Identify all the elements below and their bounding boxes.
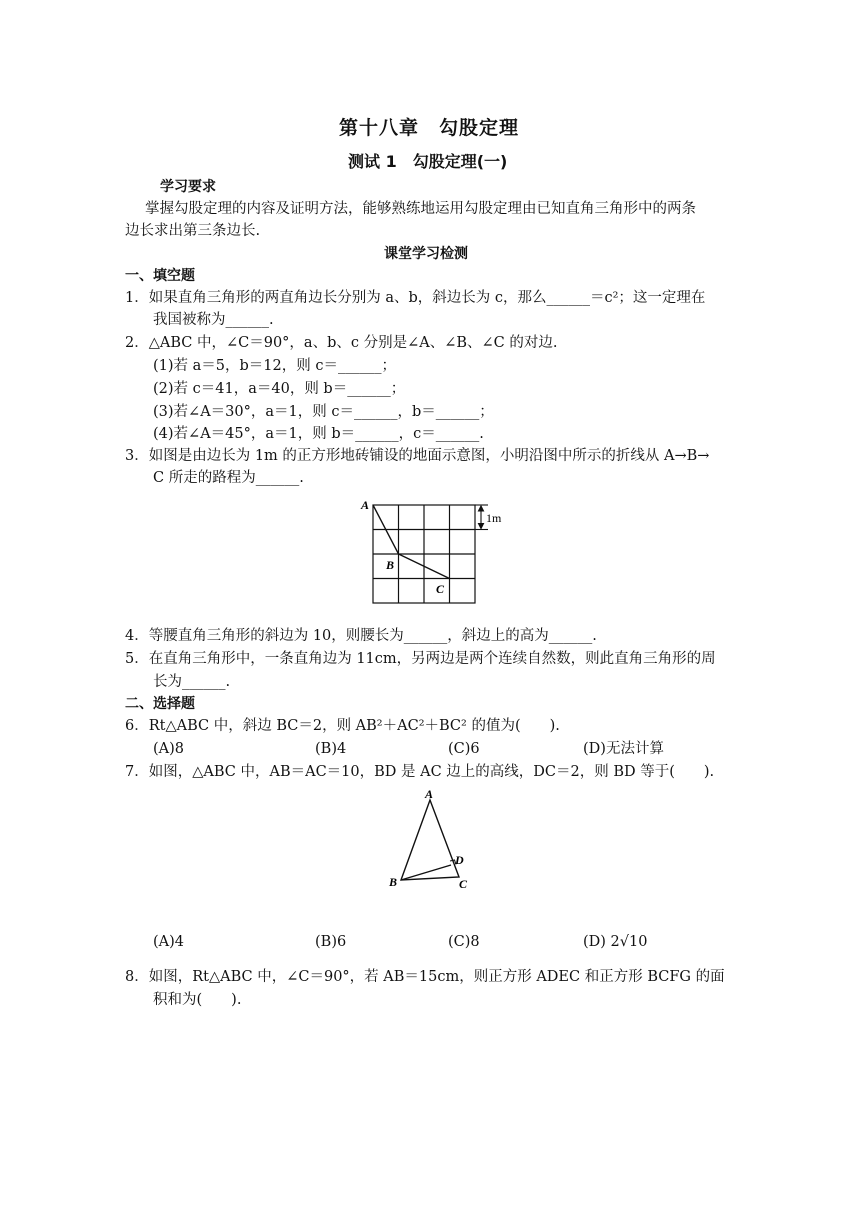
- part2-heading: 二、选择题: [125, 696, 195, 712]
- label-b: B: [389, 875, 398, 889]
- label-a: A: [425, 790, 434, 801]
- q6-option-a: (A)8: [153, 741, 185, 757]
- q6-option-b: (B)4: [315, 741, 347, 757]
- q3-line-1: 3．如图是由边长为 1m 的正方形地砖铺设的地面示意图，小明沿图中所示的折线从 A→B→: [125, 448, 710, 464]
- chapter-title: 第十八章 勾股定理: [339, 117, 520, 139]
- q6-option-d: (D)无法计算: [583, 741, 664, 757]
- triangle-abc: [401, 800, 459, 880]
- unit-label: 1m: [486, 511, 502, 525]
- q4-text: 4．等腰直角三角形的斜边为 10，则腰长为______，斜边上的高为______.: [125, 628, 597, 644]
- q1-line-1: 1．如果直角三角形的两直角边长分别为 a、b，斜边长为 c，那么______＝c²；这一定理在: [125, 290, 706, 306]
- test-title: 测试 1 勾股定理(一): [348, 152, 508, 171]
- label-c: C: [436, 582, 445, 596]
- q2-stem: 2．△ABC 中，∠C＝90°，a、b、c 分别是∠A、∠B、∠C 的对边.: [125, 335, 558, 351]
- q6-option-c: (C)6: [448, 741, 480, 757]
- q8-line-2: 积和为( ).: [153, 992, 242, 1008]
- tile-grid-figure: [355, 495, 515, 610]
- label-c: C: [459, 877, 468, 891]
- q6-stem: 6．Rt△ABC 中，斜边 BC＝2，则 AB²＋AC²＋BC² 的值为( ).: [125, 718, 560, 734]
- q8-line-1: 8．如图，Rt△ABC 中，∠C＝90°，若 AB＝15cm，则正方形 ADEC 和正方形 BCFG 的面: [125, 969, 725, 985]
- q7-option-b: (B)6: [315, 934, 347, 950]
- q7-option-c: (C)8: [448, 934, 480, 950]
- q2-sub-1: (1)若 a＝5，b＝12，则 c＝______；: [153, 358, 396, 374]
- requirements-line-1: 掌握勾股定理的内容及证明方法，能够熟练地运用勾股定理由已知直角三角形中的两条: [145, 201, 696, 217]
- path-a-b-c: [373, 505, 450, 579]
- label-a: A: [361, 498, 370, 512]
- q2-sub-2: (2)若 c＝41，a＝40，则 b＝______；: [153, 381, 406, 397]
- label-d: D: [455, 853, 464, 867]
- q5-line-1: 5．在直角三角形中，一条直角边为 11cm，另两边是两个连续自然数，则此直角三角形的周: [125, 651, 716, 667]
- q7-option-a: (A)4: [153, 934, 185, 950]
- q5-line-2: 长为______.: [153, 674, 231, 690]
- part1-heading: 一、填空题: [125, 268, 195, 284]
- q7-stem: 7．如图，△ABC 中，AB＝AC＝10，BD 是 AC 边上的高线，DC＝2，则 BD 等于( ).: [125, 764, 715, 780]
- q2-sub-3: (3)若∠A＝30°，a＝1，则 c＝______，b＝______；: [153, 404, 494, 420]
- requirements-heading: 学习要求: [160, 179, 216, 195]
- q2-sub-4: (4)若∠A＝45°，a＝1，则 b＝______，c＝______.: [153, 426, 484, 442]
- q3-line-2: C 所走的路程为______.: [153, 470, 304, 486]
- requirements-line-2: 边长求出第三条边长.: [125, 223, 261, 239]
- triangle-figure: [385, 790, 485, 895]
- label-b: B: [386, 558, 395, 572]
- grid-lines: [373, 505, 475, 603]
- q1-line-2: 我国被称为______.: [153, 312, 274, 328]
- section-heading: 课堂学习检测: [384, 246, 468, 262]
- q7-option-d: (D) 2√10: [583, 934, 648, 950]
